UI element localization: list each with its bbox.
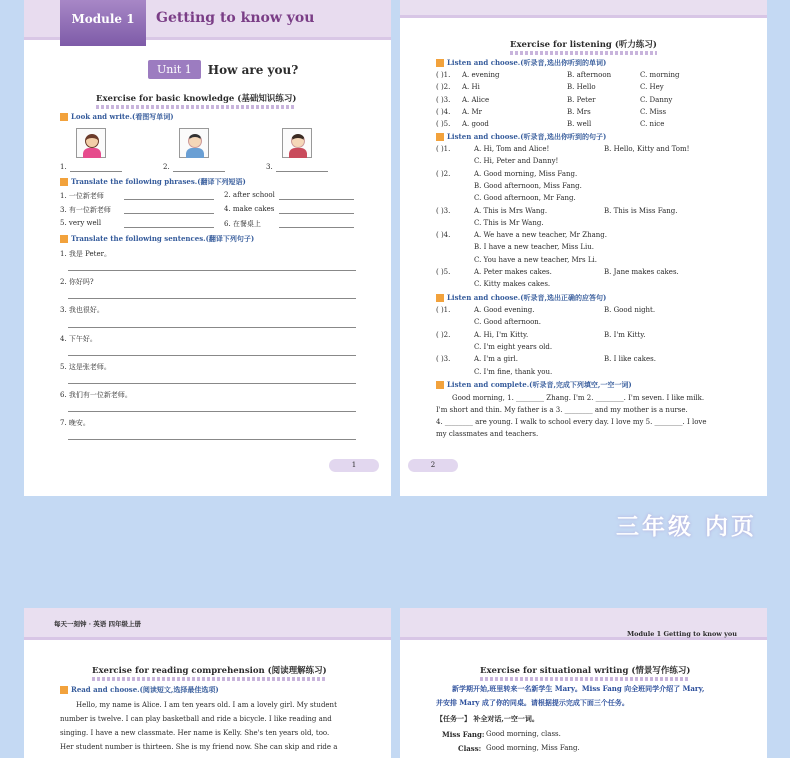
part-title: Listen and complete.(听录音,完成下列填空,一空一词) bbox=[447, 380, 632, 389]
question-number: ( )4. bbox=[436, 231, 451, 240]
option-text: A. Hi, I'm Kitty. bbox=[474, 330, 529, 339]
part-title: Listen and choose.(听录音,选出正确的应答句) bbox=[447, 293, 607, 302]
answer-line bbox=[276, 171, 328, 172]
question-number: ( )1. bbox=[436, 145, 451, 153]
option-text: C. You have a new teacher, Mrs Li. bbox=[474, 255, 597, 264]
part-heading bbox=[60, 234, 254, 244]
passage-line: 4. ________ are young. I walk to school every day. I love my 5. ________. I love bbox=[436, 418, 707, 426]
option-a: A. Alice bbox=[462, 95, 490, 104]
sentence-item: 6. 我们有一位新老师。 bbox=[60, 391, 132, 399]
module-tab: Module 1 bbox=[60, 0, 146, 46]
option-text: A. Good evening. bbox=[474, 306, 535, 314]
answer-line bbox=[279, 213, 354, 214]
part-title: Read and choose.(阅读短文,选择最佳选项) bbox=[71, 685, 219, 694]
option-text: C. I'm eight years old. bbox=[474, 342, 553, 351]
option-text: C. Hi, Peter and Danny! bbox=[474, 157, 559, 166]
answer-line bbox=[124, 227, 214, 228]
part-heading bbox=[60, 112, 174, 122]
option-text: B. Hello, Kitty and Tom! bbox=[604, 145, 690, 153]
part-title: Translate the following sentences.(翻译下列句子) bbox=[71, 234, 255, 243]
sentence-item: 2. 你好吗? bbox=[60, 278, 94, 286]
option-c: C. Miss bbox=[640, 107, 667, 116]
girl-picture-icon bbox=[76, 128, 106, 158]
part-heading bbox=[436, 58, 606, 68]
exercise-marker-icon bbox=[436, 294, 444, 302]
sentence-item: 4. 下午好。 bbox=[60, 335, 97, 343]
option-text: B. I have a new teacher, Miss Liu. bbox=[474, 243, 595, 252]
section-title-text: Exercise for listening (听力练习) bbox=[510, 40, 657, 50]
option-b: B. Mrs bbox=[567, 107, 591, 116]
option-text: A. I'm a girl. bbox=[474, 355, 518, 364]
book-brand: 每天一刻钟 · 英语 四年级上册 bbox=[54, 620, 142, 628]
reading-line: singing. I have a new classmate. Her name is Kelly. She's ten years old, too. bbox=[60, 729, 330, 737]
reading-line: number is twelve. I can play basketball and ride a bicycle. I like reading and bbox=[60, 715, 332, 723]
answer-line bbox=[124, 213, 214, 214]
option-c: C. Hey bbox=[640, 83, 664, 92]
option-text: A. We have a new teacher, Mr Zhang. bbox=[474, 231, 607, 240]
option-b: B. well bbox=[567, 120, 592, 129]
reading-line: Hello, my name is Alice. I am ten years old. I am a lovely girl. My student bbox=[76, 701, 337, 709]
part-heading bbox=[436, 380, 632, 390]
answer-line bbox=[173, 171, 225, 172]
answer-line bbox=[68, 270, 356, 271]
man-with-glasses-picture-icon bbox=[179, 128, 209, 158]
question-number: ( )2. bbox=[436, 330, 451, 339]
section-title bbox=[92, 664, 327, 681]
exercise-marker-icon bbox=[60, 113, 68, 121]
option-text: C. Good afternoon. bbox=[474, 318, 542, 327]
workbook-page-4 bbox=[400, 608, 767, 758]
reading-line: Her student number is thirteen. She is my friend now. She can skip and ride a bbox=[60, 743, 338, 751]
question-number: ( )1. bbox=[436, 306, 451, 314]
task-intro-line: 新学期开始,班里转来一名新学生 Mary。Miss Fang 向全班同学介绍了 Mary, bbox=[452, 684, 705, 693]
workbook-page-1 bbox=[24, 0, 391, 496]
task-intro-line: 并安排 Mary 成了你的同桌。请根据提示完成下面三个任务。 bbox=[436, 698, 629, 707]
sentence-item: 3. 我也很好。 bbox=[60, 306, 104, 314]
option-text: C. I'm fine, thank you. bbox=[474, 367, 553, 376]
section-underline bbox=[96, 105, 296, 109]
part-heading bbox=[436, 293, 606, 303]
answer-line bbox=[68, 298, 356, 299]
passage-line: my classmates and teachers. bbox=[436, 430, 539, 438]
exercise-marker-icon bbox=[60, 686, 68, 694]
option-c: C. morning bbox=[640, 71, 680, 79]
workbook-page-3 bbox=[24, 608, 391, 758]
section-title bbox=[480, 664, 690, 681]
part-heading bbox=[436, 132, 606, 142]
woman-picture-icon bbox=[282, 128, 312, 158]
answer-number: 2. bbox=[163, 163, 170, 171]
page-header-band bbox=[400, 0, 767, 18]
option-text: B. Good afternoon, Miss Fang. bbox=[474, 181, 582, 190]
module-header: Module 1 Getting to know you bbox=[626, 630, 737, 638]
exercise-marker-icon bbox=[436, 133, 444, 141]
phrase-item: 3. 有一位新老师 bbox=[60, 206, 111, 214]
module-title: Getting to know you bbox=[156, 10, 315, 26]
phrase-item: 4. make cakes bbox=[224, 205, 275, 213]
part-title: Listen and choose.(听录音,选出你听到的句子) bbox=[447, 132, 607, 141]
phrase-item: 6. 在餐桌上 bbox=[224, 220, 261, 228]
phrase-item: 1. 一位新老师 bbox=[60, 192, 104, 200]
part-title: Look and write.(看图写单词) bbox=[71, 112, 174, 121]
question-number: ( )2. bbox=[436, 83, 451, 92]
section-underline bbox=[510, 51, 657, 55]
grade-caption: 三年级 内页 bbox=[616, 513, 758, 540]
option-text: B. Good night. bbox=[604, 306, 656, 314]
question-number: ( )3. bbox=[436, 95, 451, 104]
dialogue-text: Good morning, Miss Fang. bbox=[486, 744, 580, 752]
question-number: ( )3. bbox=[436, 206, 451, 215]
question-number: ( )5. bbox=[436, 120, 451, 129]
answer-number: 3. bbox=[266, 163, 273, 171]
unit-title: How are you? bbox=[207, 62, 299, 77]
exercise-marker-icon bbox=[60, 178, 68, 186]
option-a: A. good bbox=[462, 120, 489, 129]
part-heading bbox=[60, 685, 219, 695]
option-c: C. Danny bbox=[640, 95, 673, 104]
answer-line bbox=[68, 411, 356, 412]
answer-line bbox=[279, 227, 354, 228]
unit-badge: Unit 1 bbox=[148, 60, 201, 79]
part-title: Translate the following phrases.(翻译下列短语) bbox=[71, 177, 246, 186]
answer-line bbox=[68, 355, 356, 356]
option-text: A. Hi, Tom and Alice! bbox=[474, 145, 550, 153]
sentence-item: 7. 晚安。 bbox=[60, 419, 90, 427]
option-text: A. Good morning, Miss Fang. bbox=[474, 169, 578, 178]
option-text: B. This is Miss Fang. bbox=[604, 206, 678, 215]
option-a: A. Hi bbox=[462, 83, 480, 92]
page-number-tag: 2 bbox=[408, 459, 458, 472]
section-title bbox=[510, 38, 657, 55]
passage-line: Good morning, 1. ________ Zhang. I'm 2. ________. I'm seven. I like milk. bbox=[452, 394, 705, 402]
option-b: B. Hello bbox=[567, 83, 596, 92]
option-text: B. I'm Kitty. bbox=[604, 330, 646, 339]
dialogue-text: Good morning, class. bbox=[486, 730, 561, 738]
answer-line bbox=[68, 383, 356, 384]
answer-line bbox=[68, 439, 356, 440]
section-title-text: Exercise for basic knowledge (基础知识练习) bbox=[96, 94, 297, 104]
answer-line bbox=[68, 327, 356, 328]
option-text: A. Peter makes cakes. bbox=[474, 268, 552, 276]
option-a: A. evening bbox=[462, 71, 500, 79]
exercise-marker-icon bbox=[60, 235, 68, 243]
option-text: B. Jane makes cakes. bbox=[604, 268, 679, 276]
answer-line bbox=[279, 199, 354, 200]
option-a: A. Mr bbox=[462, 107, 483, 116]
phrase-item: 5. very well bbox=[60, 219, 102, 227]
question-number: ( )5. bbox=[436, 268, 451, 276]
unit-heading bbox=[148, 60, 298, 79]
option-text: A. This is Mrs Wang. bbox=[474, 206, 548, 215]
answer-line bbox=[70, 171, 122, 172]
option-text: C. This is Mr Wang. bbox=[474, 218, 544, 227]
section-underline bbox=[92, 677, 327, 681]
exercise-marker-icon bbox=[436, 381, 444, 389]
option-b: B. Peter bbox=[567, 95, 596, 104]
question-number: ( )4. bbox=[436, 107, 451, 116]
question-number: ( )2. bbox=[436, 169, 451, 178]
section-title-text: Exercise for situational writing (情景写作练习) bbox=[480, 666, 691, 676]
option-text: C. Kitty makes cakes. bbox=[474, 280, 551, 289]
option-b: B. afternoon bbox=[567, 71, 612, 79]
workbook-page-2 bbox=[400, 0, 767, 496]
exercise-marker-icon bbox=[436, 59, 444, 67]
question-number: ( )1. bbox=[436, 71, 451, 79]
option-c: C. nice bbox=[640, 120, 665, 129]
phrase-item: 2. after school bbox=[224, 191, 275, 199]
answer-number: 1. bbox=[60, 163, 67, 171]
part-heading bbox=[60, 177, 246, 187]
section-underline bbox=[480, 677, 690, 681]
sentence-item: 5. 这是张老师。 bbox=[60, 363, 111, 371]
answer-line bbox=[124, 199, 214, 200]
page-number-tag: 1 bbox=[329, 459, 379, 472]
passage-line: I'm short and thin. My father is a 3. ________ and my mother is a nurse. bbox=[436, 406, 688, 414]
question-number: ( )3. bbox=[436, 355, 451, 364]
dialogue-speaker: Class: bbox=[458, 744, 482, 753]
part-title: Listen and choose.(听录音,选出你听到的单词) bbox=[447, 58, 607, 67]
option-text: C. Good afternoon, Mr Fang. bbox=[474, 194, 576, 203]
task-heading: 【任务一】 补全对话,一空一词。 bbox=[436, 714, 539, 723]
sentence-item: 1. 我是 Peter。 bbox=[60, 250, 111, 258]
section-title-text: Exercise for reading comprehension (阅读理解练习) bbox=[92, 666, 327, 676]
dialogue-speaker: Miss Fang: bbox=[442, 730, 485, 739]
option-text: B. I like cakes. bbox=[604, 355, 656, 364]
section-title bbox=[96, 92, 296, 109]
